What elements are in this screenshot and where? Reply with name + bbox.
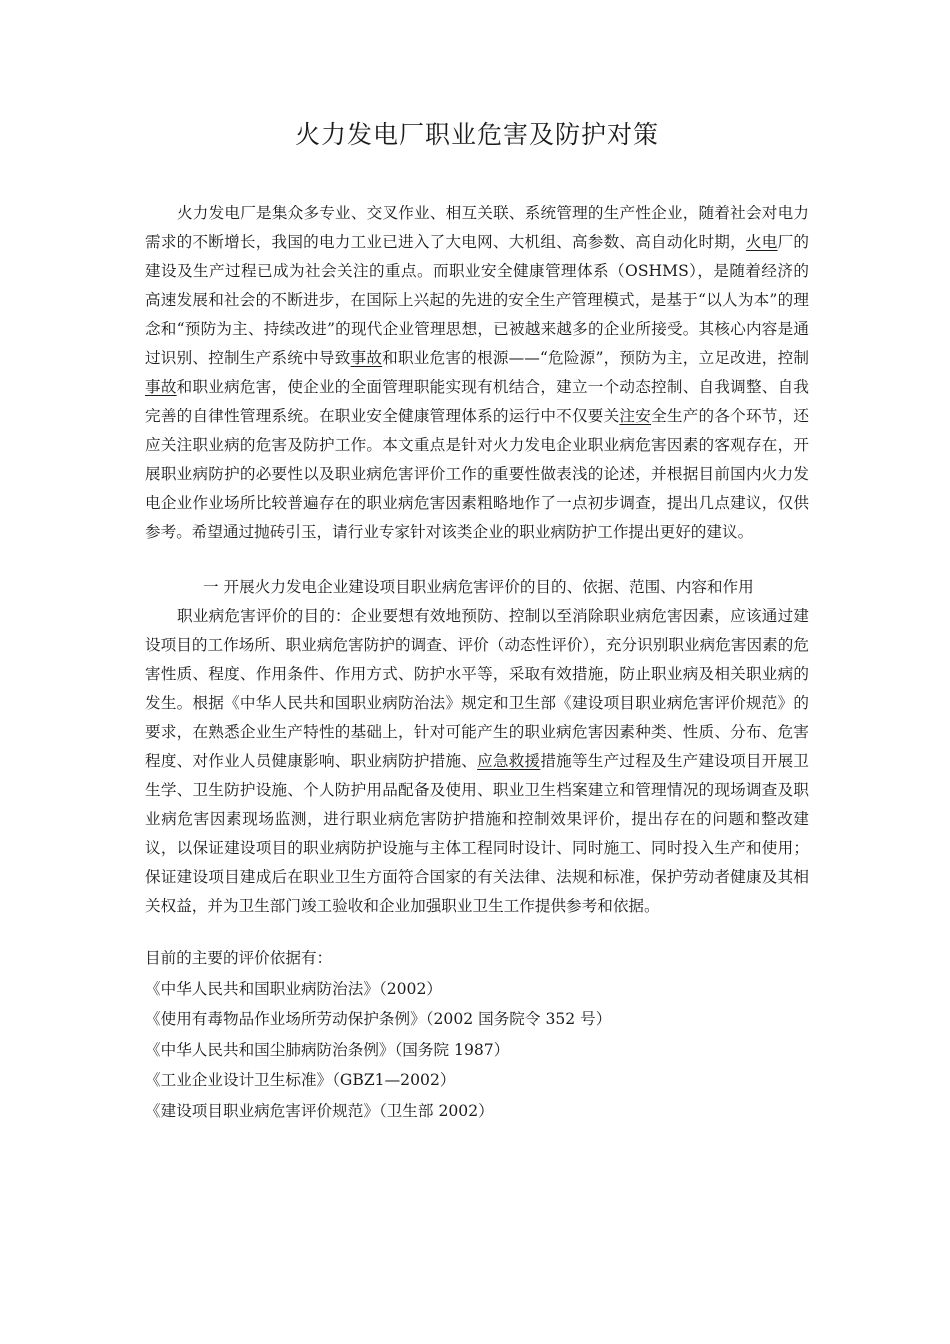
document-title: 火力发电厂职业危害及防护对策 bbox=[294, 120, 659, 149]
intro-text-2: 厂的建设及生产过程已成为社会关注的重点。而职业安全健康管理体系（OSHMS），是随着经济的高速发展和社会的不断进步，在国际上兴起的先进的安全生产管理模式，是基于“以人为本”的理念和“预防为主、持续改进”的现代企业管理思想，已被越来越多的企业所接受。其核心内容是通过识别、控制生产系统中导致 bbox=[145, 233, 809, 367]
intro-text-5: 全生产的各个环节，还应关注职业病的危害及防护工作。本文重点是针对火力发电企业职业病危害因素的客观存在，开展职业病防护的必要性以及职业病危害评价工作的重要性做表浅的论述，并根据目前国内火力发电企业作业场所比较普遍存在的职业病危害因素粗略地作了一点初步调查，提出几点建议，仅供参考。希望通过抛砖引玉，请行业专家针对该类企业的职业病防护工作提出更好的建议。 bbox=[145, 407, 809, 541]
basis-item: 《建设项目职业病危害评价规范》（卫生部 2002） bbox=[145, 1101, 494, 1120]
underlined-term-yingji: 应急救援 bbox=[477, 752, 541, 770]
basis-item: 《使用有毒物品作业场所劳动保护条例》（2002 国务院令 352 号） bbox=[145, 1010, 612, 1028]
spacer bbox=[145, 547, 809, 573]
purpose-text-2: 措施等生产过程及生产建设项目开展卫生学、卫生防护设施、个人防护用品配备及使用、职业卫生档案建立和管理情况的现场调查及职业病危害因素现场监测，进行职业病危害防护措施和控制效果评价，提出存在的问题和整改建议，以保证建设项目的职业病防护设施与主体工程同时设计、同时施工、同时投入生产和使用；保证建设项目建成后在职业卫生方面符合国家的有关法律、法规和标准，保护劳动者健康及其相关权益，并为卫生部门竣工验收和企业加强职业卫生工作提供参考和依据。 bbox=[145, 752, 809, 915]
intro-text-4: 和职业病危害，使企业的全面管理职能实现有机结合，建立一个动态控制、自我调整、自我完善的自律性管理系统。在职业安全健康管理体系的运行中不仅要关 bbox=[145, 378, 809, 425]
intro-text-1: 火力发电厂是集众多专业、交叉作业、相互关联、系统管理的生产性企业，随着社会对电力需求的不断增长，我国的电力工业已进入了大电网、大机组、高参数、高自动化时期， bbox=[145, 204, 809, 251]
basis-intro: 目前的主要的评价依据有： bbox=[145, 949, 333, 967]
underlined-term-zhuan: 注安 bbox=[619, 407, 652, 425]
section-heading: 一 开展火力发电企业建设项目职业病危害评价的目的、依据、范围、内容和作用 bbox=[203, 578, 754, 596]
spacer bbox=[145, 921, 809, 943]
basis-item: 《中华人民共和国职业病防治法》（2002） bbox=[145, 979, 442, 998]
intro-text-3: 和职业危害的根源——“危险源”，预防为主，立足改进，控制 bbox=[382, 349, 809, 367]
purpose-paragraph bbox=[145, 602, 809, 921]
underlined-term-shigu: 事故 bbox=[350, 349, 383, 367]
document-page bbox=[145, 115, 809, 1126]
basis-item: 《中华人民共和国尘肺病防治条例》（国务院 1987） bbox=[145, 1040, 510, 1059]
intro-paragraph bbox=[145, 199, 809, 547]
underlined-term-shigu-2: 事故 bbox=[145, 378, 177, 396]
purpose-text-1: 职业病危害评价的目的：企业要想有效地预防、控制以至消除职业病危害因素，应该通过建设项目的工作场所、职业病危害防护的调查、评价（动态性评价），充分识别职业病危害因素的危害性质、程度、作用条件、作用方式、防护水平等，采取有效措施，防止职业病及相关职业病的发生。根据《中华人民共和国职业病防治法》规定和卫生部《建设项目职业病危害评价规范》的要求，在熟悉企业生产特性的基础上，针对可能产生的职业病危害因素种类、性质、分布、危害程度、对作业人员健康影响、职业病防护措施、 bbox=[145, 607, 809, 770]
underlined-term-huodian: 火电 bbox=[745, 233, 778, 251]
basis-item: 《工业企业设计卫生标准》（GBZ1—2002） bbox=[145, 1071, 456, 1089]
